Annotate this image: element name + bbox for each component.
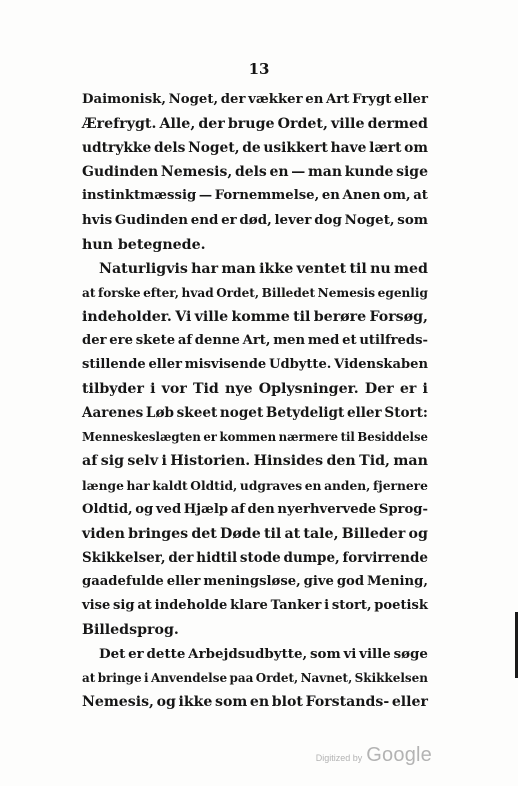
watermark-prefix: Digitized by (315, 753, 363, 763)
text-line: viden bringes det Døde til at tale, Billeder og (82, 525, 428, 542)
text-line: hun betegnede. (82, 236, 206, 253)
text-line: Ærefrygt. Alle, der bruge Ordet, ville dermed (82, 116, 428, 133)
text-line: at bringe i Anvendelse paa Ordet, Navnet, Skikkelsen (82, 671, 428, 686)
text-line: Det er dette Arbejdsudbytte, som vi ville søge (99, 646, 428, 663)
text-line: vise sig at indeholde klare Tanker i stort, poetisk (82, 597, 428, 613)
text-line: hvis Gudinden end er død, lever dog Noget, som (82, 212, 428, 229)
text-line: længe har kaldt Oldtid, udgraves en anden, fjernere (82, 477, 428, 493)
text-line: Gudinden Nemesis, dels en — man kunde sige (82, 164, 428, 181)
text-line: at forske efter, hvad Ordet, Billedet Nemesis egenlig (82, 285, 428, 300)
text-line: tilbyder i vor Tid nye Oplysninger. Der er i (82, 381, 428, 398)
page-number: 13 (248, 60, 270, 78)
text-line: Nemesis, og ikke som en blot Forstands- eller (82, 694, 428, 711)
text-line: gaadefulde eller meningsløse, give god Mening, (82, 573, 428, 589)
body-text (82, 88, 428, 714)
text-line: Daimonisk, Noget, der vækker en Art Frygt eller (82, 92, 428, 107)
text-line: af sig selv i Historien. Hinsides den Tid, man (82, 453, 428, 470)
text-line: instinktmæssig — Fornemmelse, en Anen om, at (82, 188, 428, 204)
text-line: Oldtid, og ved Hjælp af den nyerhvervede Sprog- (82, 501, 428, 517)
text-line: Billedsprog. (82, 622, 179, 639)
text-line: stillende eller misvisende Udbytte. Videnskaben (82, 357, 428, 373)
text-line: Naturligvis har man ikke ventet til nu med (99, 260, 428, 277)
text-line: indeholder. Vi ville komme til berøre Forsøg, (82, 308, 428, 325)
text-line: udtrykke dels Noget, de usikkert have lært om (82, 140, 428, 157)
watermark-brand: Google (366, 744, 432, 766)
text-line: der ere skete af denne Art, men med et utilfreds- (82, 332, 428, 348)
text-line: Skikkelser, der hidtil stode dumpe, forvirrende (82, 549, 428, 566)
digitized-watermark (316, 744, 432, 767)
text-line: Menneskeslægten er kommen nærmere til Besiddelse (82, 430, 428, 445)
text-line: Aarenes Løb skeet noget Betydeligt eller Stort: (82, 405, 428, 422)
